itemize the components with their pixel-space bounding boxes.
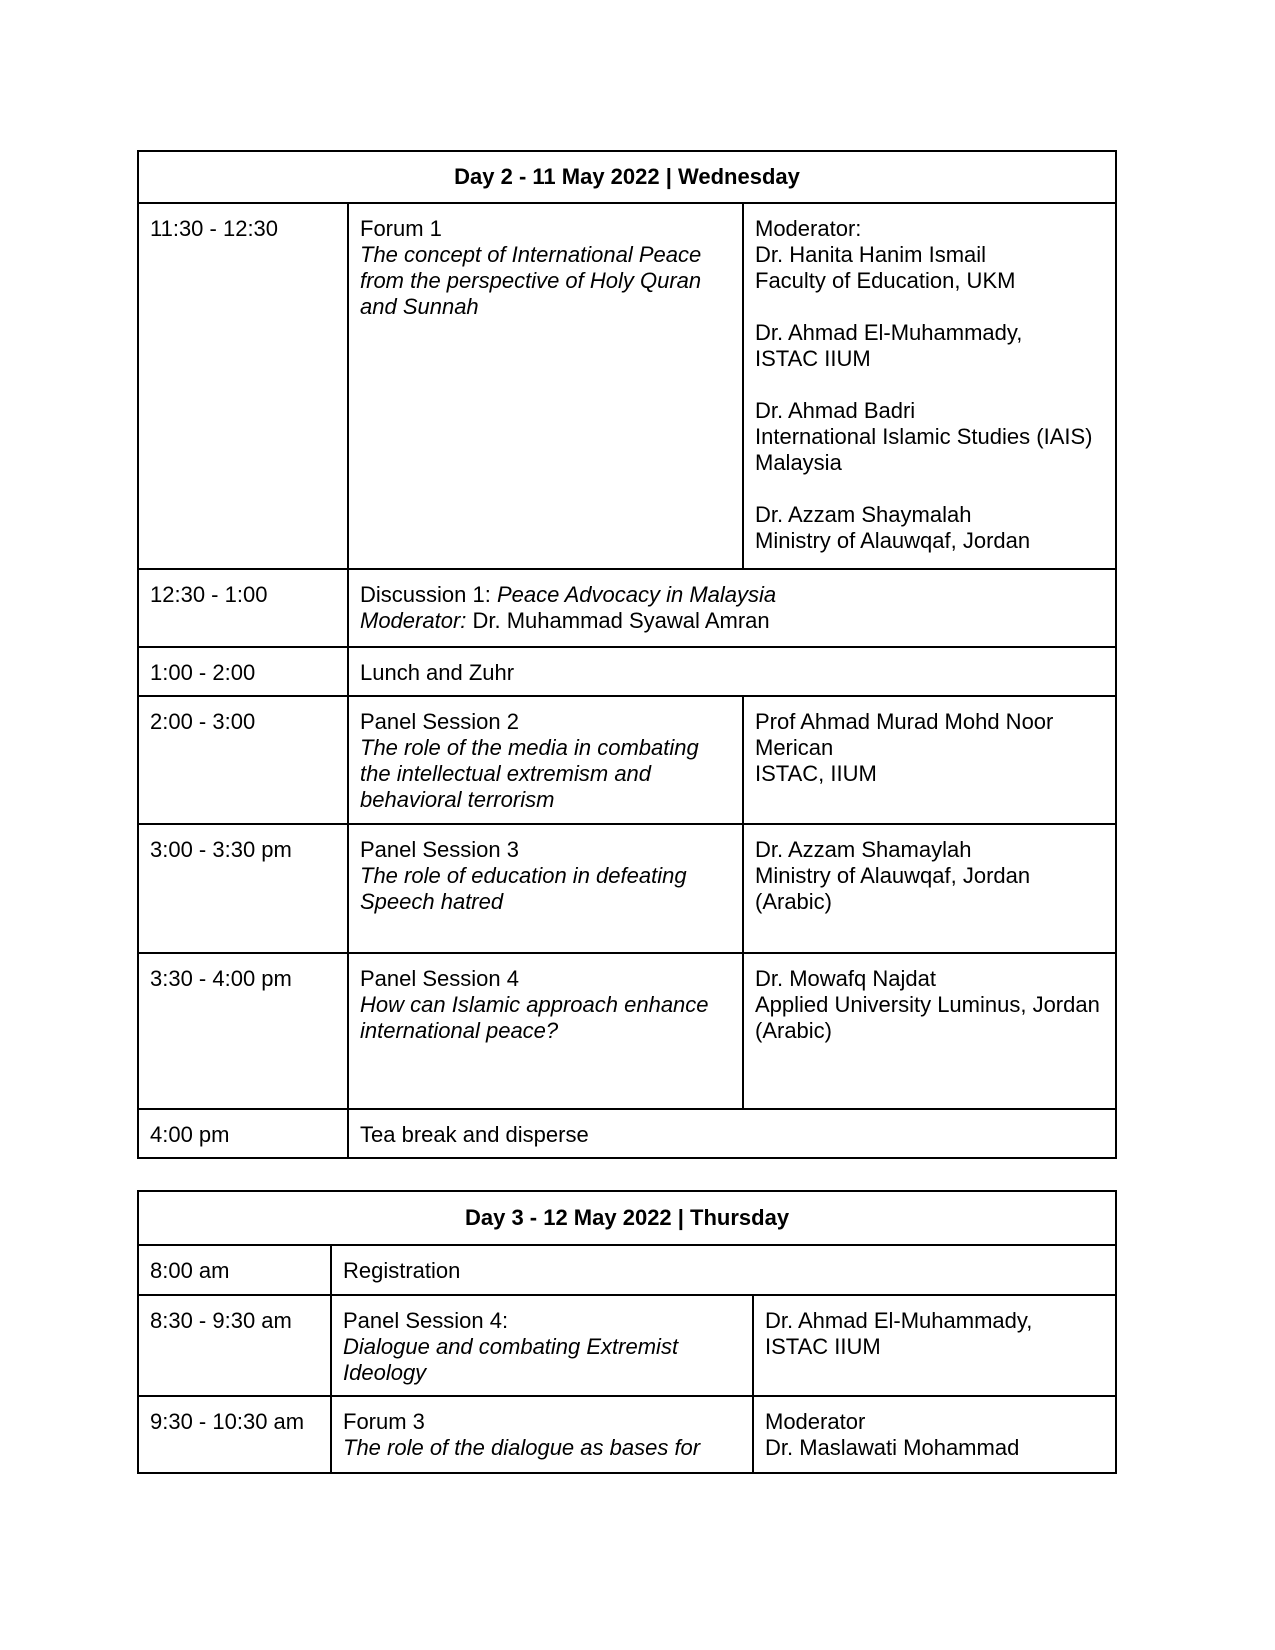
session-cell [348,696,743,824]
speaker-affiliation: ISTAC, IIUM [755,761,877,786]
session-cell [348,824,743,953]
moderator-label: Moderator: [360,608,467,633]
table-row [138,953,1116,1109]
speakers-cell [743,953,1116,1109]
session-cell [331,1396,753,1473]
moderator-name: Dr. Maslawati Mohammad [765,1435,1020,1460]
table-row [138,1109,1116,1158]
speaker-affiliation: ISTAC IIUM [765,1334,881,1359]
session-cell [331,1295,753,1396]
speaker-name: Dr. Azzam Shamaylah [755,837,972,862]
speaker-name: Dr. Ahmad El-Muhammady, [755,320,1023,345]
speaker-name: Dr. Ahmad Badri [755,398,916,423]
time-cell: 12:30 - 1:00 [138,569,348,647]
moderator-name: Dr. Hanita Hanim Ismail [755,242,987,267]
speaker-name: Dr. Ahmad El-Muhammady, [765,1308,1033,1333]
moderator-label: Moderator: [755,216,862,241]
time-cell: 2:00 - 3:00 [138,696,348,824]
activity-cell: Registration [331,1245,1116,1295]
time-cell: 8:00 am [138,1245,331,1295]
speakers-cell [753,1295,1116,1396]
moderator-affiliation: Faculty of Education, UKM [755,268,1016,293]
speakers-cell [743,824,1116,953]
speaker-name: Dr. Azzam Shaymalah [755,502,972,527]
day2-schedule-table [137,150,1117,1159]
speaker-name: Dr. Mowafq Najdat [755,966,936,991]
speaker-name: Prof Ahmad Murad Mohd Noor Merican [755,709,1054,760]
table-row [138,647,1116,696]
day3-header-row [138,1191,1116,1245]
speaker-affiliation: Ministry of Alauwqaf, Jordan [755,863,1031,888]
speakers-cell [743,203,1116,569]
table-row [138,203,1116,569]
table-row [138,1396,1116,1473]
moderator-name: Dr. Muhammad Syawal Amran [466,608,770,633]
time-cell: 11:30 - 12:30 [138,203,348,569]
speaker-affiliation: Ministry of Alauwqaf, Jordan [755,528,1031,553]
table-row [138,1295,1116,1396]
day3-schedule-table [137,1190,1117,1474]
time-cell: 3:00 - 3:30 pm [138,824,348,953]
day2-header-row [138,151,1116,203]
discussion-prefix: Discussion 1: [360,582,497,607]
moderator-label: Moderator [765,1409,866,1434]
session-cell [348,203,743,569]
session-topic: The role of education in defeating Speech hatred [360,863,687,914]
session-topic: How can Islamic approach enhance international peace? [360,992,709,1043]
speakers-cell [753,1396,1116,1473]
session-topic: The role of the media in combating the intellectual extremism and behavioral terrorism [360,735,699,812]
table-row [138,696,1116,824]
day3-title: Day 3 - 12 May 2022 | Thursday [138,1191,1116,1245]
session-topic: The role of the dialogue as bases for [343,1435,701,1460]
session-title: Forum 1 [360,216,442,241]
discussion-line [360,582,1104,608]
session-title: Forum 3 [343,1409,425,1434]
table-row [138,569,1116,647]
session-topic: Dialogue and combating Extremist Ideology [343,1334,679,1385]
discussion-topic: Peace Advocacy in Malaysia [496,582,777,607]
session-title: Panel Session 4 [360,966,519,991]
session-topic: The concept of International Peace from the perspective of Holy Quran and Sunnah [360,242,702,319]
speaker-affiliation: ISTAC IIUM [755,346,871,371]
time-cell: 1:00 - 2:00 [138,647,348,696]
activity-cell: Tea break and disperse [348,1109,1116,1158]
session-cell [348,569,1116,647]
speakers-cell [743,696,1116,824]
day2-title: Day 2 - 11 May 2022 | Wednesday [138,151,1116,203]
session-title: Panel Session 4: [343,1308,509,1333]
time-cell: 8:30 - 9:30 am [138,1295,331,1396]
time-cell: 4:00 pm [138,1109,348,1158]
session-title: Panel Session 3 [360,837,519,862]
language-note: (Arabic) [755,1018,833,1043]
time-cell: 9:30 - 10:30 am [138,1396,331,1473]
session-cell [348,953,743,1109]
table-row [138,824,1116,953]
speaker-affiliation: International Islamic Studies (IAIS) Malaysia [755,424,1093,475]
language-note: (Arabic) [755,889,833,914]
speaker-affiliation: Applied University Luminus, Jordan [755,992,1100,1017]
time-cell: 3:30 - 4:00 pm [138,953,348,1109]
moderator-line [360,608,1104,634]
session-title: Panel Session 2 [360,709,519,734]
activity-cell: Lunch and Zuhr [348,647,1116,696]
table-row [138,1245,1116,1295]
